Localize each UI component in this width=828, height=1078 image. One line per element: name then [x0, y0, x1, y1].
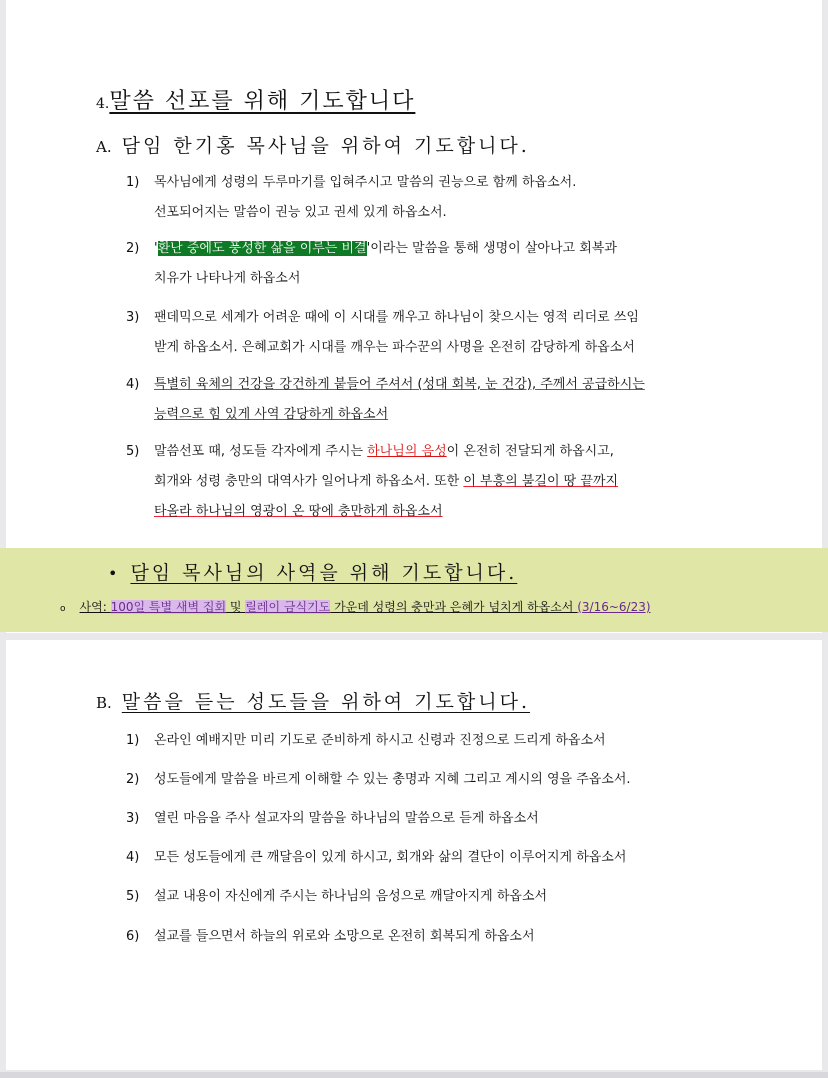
quote-open: ' — [154, 241, 158, 256]
section-b-heading — [96, 687, 530, 714]
item-number: 4) — [126, 850, 140, 865]
item-text-underlined: 이 부흥의 불길이 땅 끝까지 — [463, 474, 619, 489]
page-bottom-edge — [0, 1072, 828, 1078]
item-text: 성도들에게 말씀을 바르게 이해할 수 있는 총명과 지혜 그리고 계시의 영을 주옵소서. — [154, 772, 631, 787]
list-item-b1 — [126, 726, 736, 756]
ministry-label: 사역: — [79, 600, 111, 614]
section-a-title: 담임 한기홍 목사님을 위하여 기도합니다. — [121, 135, 530, 157]
section-4-number: 4. — [96, 96, 110, 112]
item-text-line: 선포되어지는 말씀이 권능 있고 권세 있게 하옵소서. — [154, 205, 447, 220]
section-b-title: 말씀을 듣는 성도들을 위하여 기도합니다. — [121, 691, 531, 713]
list-item-b6 — [126, 922, 736, 952]
item-text: 온라인 예배지만 미리 기도로 준비하게 하시고 신령과 진정으로 드리게 하옵소서 — [154, 733, 606, 748]
item-text: 설교를 들으면서 하늘의 위로와 소망으로 온전히 회복되게 하옵소서 — [154, 929, 535, 944]
item-text-underlined: 타올라 하나님의 영광이 온 땅에 충만하게 하옵소서 — [154, 504, 443, 519]
item-number: 3) — [126, 811, 140, 826]
item-number: 2) — [126, 772, 140, 787]
item-text: 이 온전히 전달되게 하옵시고, — [446, 444, 614, 459]
event-dawn-service: 100일 특별 새벽 집회 — [110, 600, 227, 614]
item-text-underlined: 특별히 육체의 건강을 강건하게 붙들어 주셔서 (성대 회복, 눈 건강), 주께서 공급하시는 — [154, 377, 645, 392]
item-number: 6) — [126, 929, 140, 944]
conjunction: 및 — [226, 600, 246, 614]
list-item-a1 — [126, 168, 736, 220]
list-item-b5 — [126, 882, 736, 912]
item-text: 회개와 성령 충만의 대역사가 일어나게 하옵소서. 또한 — [154, 474, 464, 489]
list-item-a2 — [126, 234, 736, 286]
list-item-b4 — [126, 843, 736, 873]
section-b-letter: B. — [96, 694, 112, 712]
section-a-letter: A. — [96, 138, 112, 156]
bullet-icon: • — [108, 564, 121, 583]
event-relay-fasting: 릴레이 금식기도 — [245, 600, 331, 614]
list-item-a4 — [126, 370, 736, 422]
item-text: '이라는 말씀을 통해 생명이 살아나고 회복과 — [366, 241, 617, 256]
item-text: 설교 내용이 자신에게 주시는 하나님의 음성으로 깨달아지게 하옵소서 — [154, 889, 548, 904]
item-number: 1) — [126, 175, 140, 190]
item-text-underlined: 능력으로 힘 있게 사역 감당하게 하옵소서 — [154, 407, 389, 422]
item-text-line: 치유가 나타나게 하옵소서 — [154, 271, 301, 286]
section-a-heading — [96, 131, 530, 158]
section-4-title: 말씀 선포를 위해 기도합니다 — [109, 89, 416, 114]
item-number: 5) — [126, 444, 140, 459]
item-number: 4) — [126, 377, 140, 392]
circle-bullet-icon: o — [60, 604, 66, 614]
band-title-text: 담임 목사님의 사역을 위해 기도합니다. — [130, 562, 518, 584]
item-text: 말씀선포 때, 성도들 각자에게 주시는 — [154, 444, 368, 459]
item-text: 열린 마음을 주사 설교자의 말씀을 하나님의 말씀으로 듣게 하옵소서 — [154, 811, 539, 826]
date-range: (3/16~6/23) — [577, 600, 651, 614]
item-number: 3) — [126, 310, 140, 325]
section-4-heading — [96, 84, 415, 115]
ministry-line — [60, 598, 651, 615]
item-text-line: 목사님에게 성령의 두루마기를 입혀주시고 말씀의 권능으로 함께 하옵소서. — [154, 175, 577, 190]
item-number: 1) — [126, 733, 140, 748]
item-number: 2) — [126, 241, 140, 256]
list-item-a5 — [126, 437, 736, 519]
item-text: 모든 성도들에게 큰 깨달음이 있게 하시고, 회개와 삶의 결단이 이루어지게 하옵소서 — [154, 850, 627, 865]
list-item-b2 — [126, 765, 736, 795]
item-text-line: 받게 하옵소서. 은혜교회가 시대를 깨우는 파수꾼의 사명을 온전히 감당하게 하옵소서 — [154, 340, 635, 355]
item-text-line: 팬데믹으로 세계가 어려운 때에 이 시대를 깨우고 하나님이 찾으시는 영적 리더로 쓰임 — [154, 310, 639, 325]
list-item-a3 — [126, 303, 736, 355]
list-item-b3 — [126, 804, 736, 834]
highlighted-title: 환난 중에도 풍성한 삶을 이루는 비결 — [157, 241, 367, 256]
ministry-prayer-band — [0, 548, 828, 632]
item-number: 5) — [126, 889, 140, 904]
ministry-text: 가운데 성령의 충만과 은혜가 넘치게 하옵소서 — [330, 600, 578, 614]
red-emphasis: 하나님의 음성 — [367, 444, 447, 459]
band-title — [108, 558, 517, 585]
